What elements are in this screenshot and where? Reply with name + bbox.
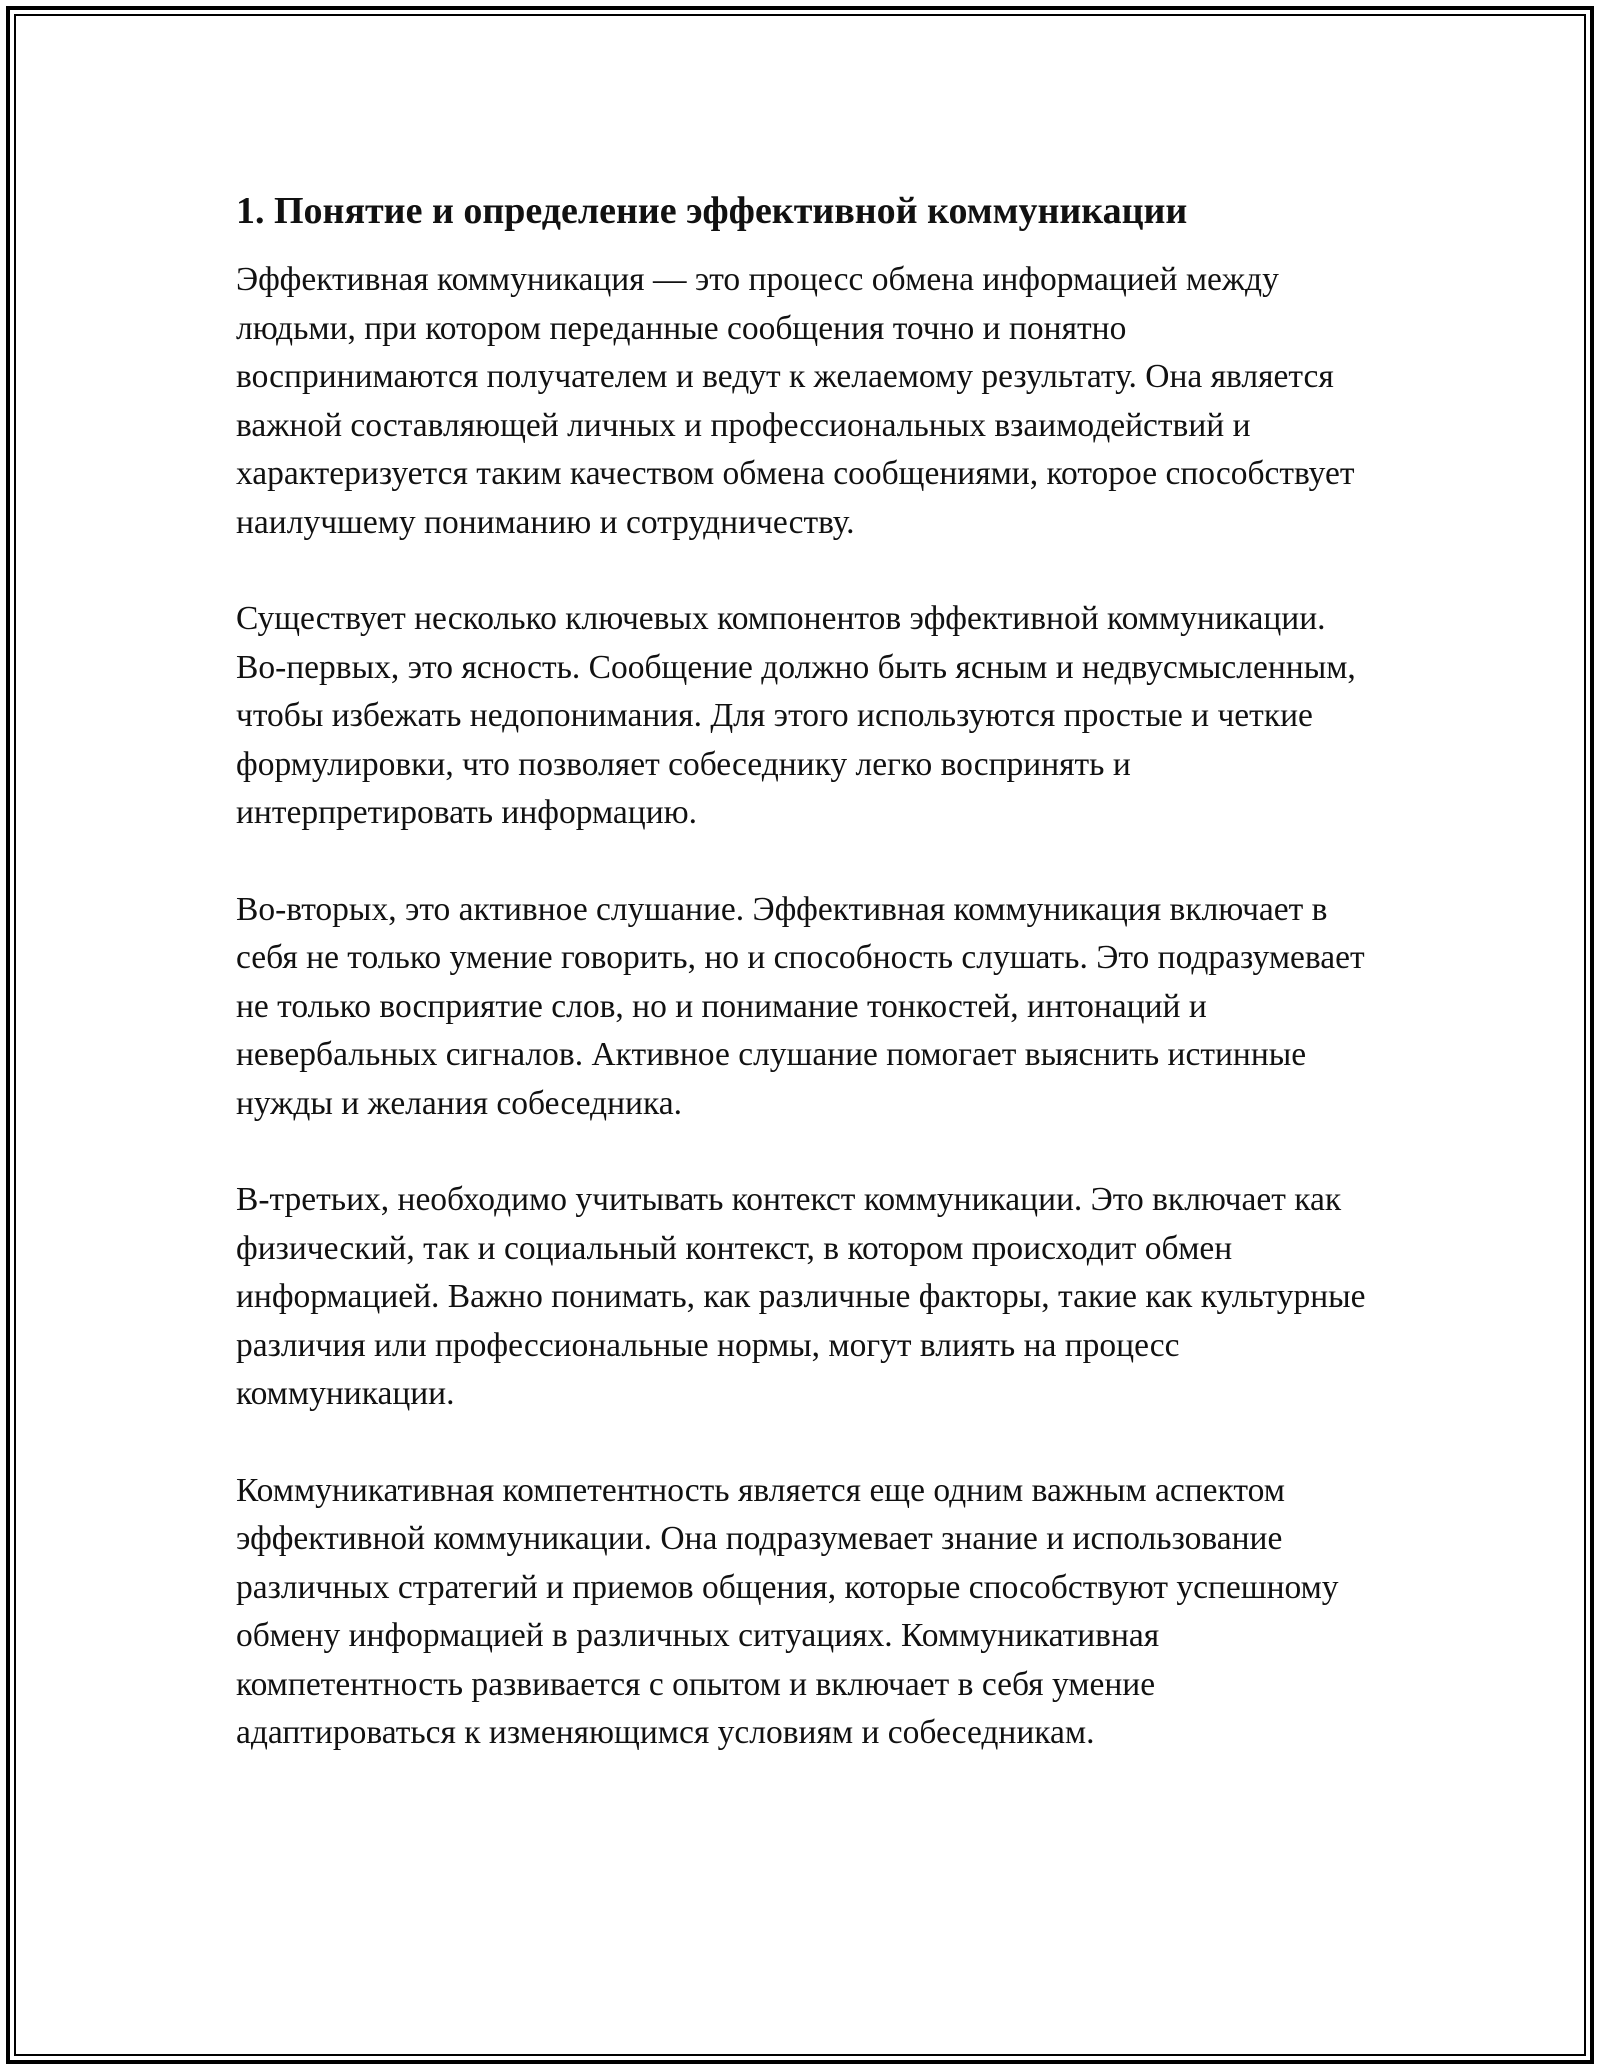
- paragraph-competence: Коммуникативная компетентность является еще одним важным аспектом эффективной коммуникации. Она подразумевает знание и использование различных стратегий и приемов общения, которые способствуют успешному обмену информацией в различных ситуациях. Коммуникативная компетентность развивается с опытом и включает в себя умение адаптироваться к изменяющимся условиям и собеседникам.: [236, 1471, 1339, 1751]
- document-body: [236, 186, 1366, 1806]
- paragraph-active-listening: Во-вторых, это активное слушание. Эффективная коммуникация включает в себя не только умение говорить, но и способность слушать. Это подразумевает не только восприятие слов, но и понимание тонкостей, интонаций и невербальных сигналов. Активное слушание помогает выяснить истинные нужды и желания собеседника.: [236, 890, 1365, 1122]
- paragraph-context: В-третьих, необходимо учитывать контекст коммуникации. Это включает как физический, так и социальный контекст, в котором происходит обмен информацией. Важно понимать, как различные факторы, такие как культурные различия или профессиональные нормы, могут влиять на процесс коммуникации.: [236, 1181, 1366, 1412]
- paragraph-definition: Эффективная коммуникация — это процесс обмена информацией между людьми, при котором переданные сообщения точно и понятно воспринимаются получателем и ведут к желаемому результату. Она является важной составляющей личных и профессиональных взаимодействий и характеризуется таким качеством обмена сообщениями, которое способствует наилучшему пониманию и сотрудничеству.: [236, 261, 1355, 541]
- paragraph-clarity: Существует несколько ключевых компонентов эффективной коммуникации. Во-первых, это ясность. Сообщение должно быть ясным и недвусмысленным, чтобы избежать недопонимания. Для этого используются простые и четкие формулировки, что позволяет собеседнику легко воспринять и интерпретировать информацию.: [236, 600, 1356, 831]
- section-heading: 1. Понятие и определение эффективной коммуникации: [236, 190, 1188, 232]
